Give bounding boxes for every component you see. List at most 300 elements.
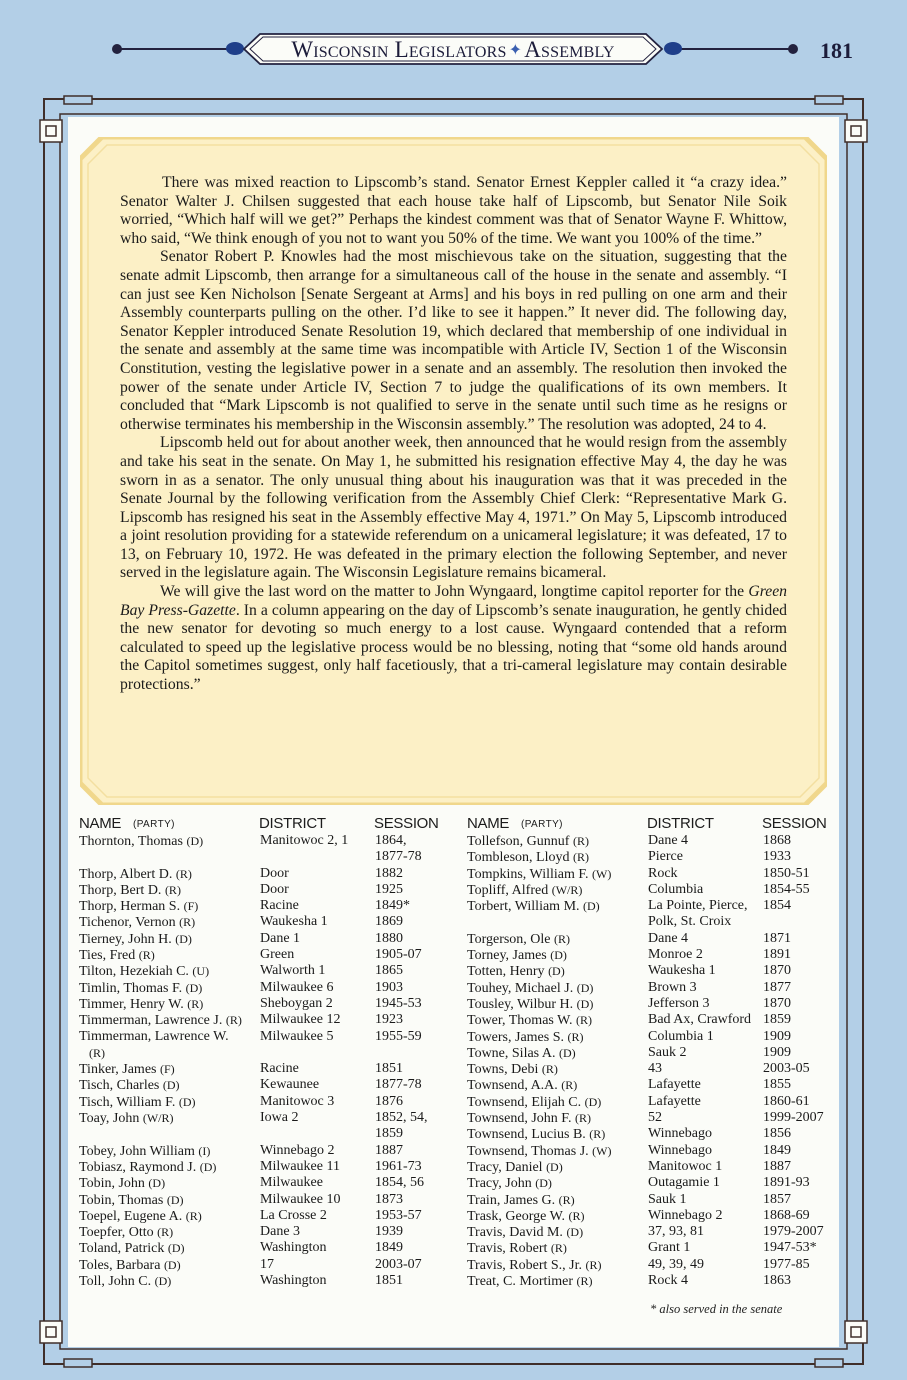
party-label: (R) <box>558 1192 575 1207</box>
district-text: Washington <box>260 1273 327 1289</box>
name-text: Townsend, Lucius B. <box>467 1127 586 1143</box>
table-row <box>79 1257 459 1273</box>
session-cell <box>763 947 791 963</box>
session-cell <box>375 980 403 996</box>
district-cell <box>260 1224 300 1240</box>
district-cell <box>648 1126 712 1142</box>
district-cell <box>260 914 328 930</box>
party-label: (R) <box>138 948 155 963</box>
table-row <box>79 1143 459 1159</box>
name-text: Tobin, John <box>79 1176 145 1192</box>
district-text: Manitowoc 1 <box>648 1158 723 1174</box>
table-row <box>79 1159 459 1175</box>
district-cell <box>648 1159 722 1175</box>
session-text-continued: 1877-78 <box>375 849 422 865</box>
header-session: SESSION <box>374 815 439 832</box>
legislator-name <box>467 833 647 850</box>
party-label: (D) <box>199 1159 217 1174</box>
district-text: Pierce <box>648 849 683 865</box>
table-rows <box>79 833 459 1289</box>
legislator-name <box>467 1257 647 1274</box>
session-cell <box>763 1175 810 1191</box>
district-cell <box>648 963 716 979</box>
district-text: Waukesha 1 <box>648 963 716 979</box>
session-cell <box>763 963 791 979</box>
party-label: (R) <box>574 1111 591 1126</box>
session-text: 1849* <box>375 898 410 914</box>
district-cell <box>260 1257 274 1273</box>
header-district: DISTRICT <box>259 815 326 832</box>
name-text: Travis, David M. <box>467 1225 563 1241</box>
district-cell <box>648 1029 714 1045</box>
narrative-paragraph <box>120 434 787 583</box>
district-cell <box>648 882 703 898</box>
district-cell <box>260 1061 299 1077</box>
legislator-name <box>467 882 647 899</box>
party-label: (R) <box>541 1062 558 1077</box>
narrative-paragraph <box>120 174 787 248</box>
district-text: Washington <box>260 1240 327 1256</box>
table-row <box>79 1061 459 1077</box>
party-label: (R) <box>225 1013 242 1028</box>
name-text: Tracy, Daniel <box>467 1159 543 1175</box>
session-text: 1849 <box>763 1142 791 1158</box>
session-cell <box>375 1143 403 1159</box>
district-cell <box>260 1192 340 1208</box>
legislator-name <box>79 914 259 931</box>
party-label: (F) <box>183 899 199 914</box>
session-cell <box>375 947 422 963</box>
district-text-continued: Polk, St. Croix <box>648 914 732 930</box>
district-text: Door <box>260 865 289 881</box>
table-header <box>79 813 459 833</box>
legislator-name <box>79 1273 259 1290</box>
district-text: Racine <box>260 1061 299 1077</box>
session-cell <box>763 1110 824 1126</box>
header-party: (PARTY) <box>133 819 175 830</box>
party-label: (D) <box>185 980 203 995</box>
party-label: (R) <box>550 1241 567 1256</box>
legislator-name <box>467 1192 647 1209</box>
session-text: 1864, <box>375 833 407 848</box>
session-cell <box>375 1240 403 1256</box>
table-row <box>467 1208 847 1224</box>
name-text: Tower, Thomas W. <box>467 1013 573 1029</box>
party-label: (D) <box>178 1094 196 1109</box>
district-text: Columbia <box>648 881 704 897</box>
district-cell <box>648 1175 720 1191</box>
district-text: Lafayette <box>648 1093 701 1109</box>
district-cell <box>648 1110 662 1126</box>
header-ornament-right <box>664 42 682 55</box>
district-cell <box>260 980 333 996</box>
table-row <box>79 1240 459 1256</box>
session-text: 1945-53 <box>375 995 422 1011</box>
district-text: Racine <box>260 898 299 914</box>
party-label: (D) <box>558 1045 576 1060</box>
session-cell <box>375 882 403 898</box>
legislator-name <box>79 866 259 883</box>
legislator-name <box>79 898 259 915</box>
district-cell <box>260 1110 299 1126</box>
session-text-continued: 1859 <box>375 1126 403 1142</box>
session-cell <box>375 963 403 979</box>
legislator-name <box>79 1061 259 1078</box>
session-text: 1877 <box>763 979 791 995</box>
district-text: Kewaunee <box>260 1077 320 1093</box>
session-cell <box>375 1224 403 1240</box>
session-cell <box>763 849 791 865</box>
table-row <box>79 996 459 1012</box>
header-district: DISTRICT <box>647 815 714 832</box>
table-row <box>467 849 847 865</box>
session-text: 1870 <box>763 995 791 1011</box>
legislator-name <box>79 1159 259 1176</box>
header-dot-left <box>112 44 122 54</box>
session-cell <box>763 1273 791 1289</box>
district-cell <box>260 1012 340 1028</box>
legislator-name <box>467 1045 647 1062</box>
name-text: Torbert, William M. <box>467 899 580 915</box>
district-text: Milwaukee 5 <box>260 1028 334 1044</box>
name-text: Tisch, Charles <box>79 1078 160 1094</box>
name-text: Tobey, John William <box>79 1143 195 1159</box>
table-row <box>467 980 847 996</box>
legislator-name <box>467 849 647 866</box>
district-cell <box>648 849 683 865</box>
party-label: (W) <box>592 1143 612 1158</box>
session-cell <box>763 1045 791 1061</box>
district-text: Milwaukee 10 <box>260 1191 341 1207</box>
name-text: Torgerson, Ole <box>467 931 551 947</box>
district-cell <box>648 866 678 882</box>
session-cell <box>763 882 810 898</box>
paragraph-text: Lipscomb held out for about another week, then announced that he would resign from the assembly and take his seat in the senate. On May 1, he submitted his resignation effective May 4, the day he was sworn in as a senator. The only unusual thing about his inauguration was that it was preceded in the Senate Journal by the following verification from the Assembly Chief Clerk: “Representative Mark G. Lipscomb has resigned his seat in the Assembly effective May 4, 1971.” On May 5, Lipscomb introduced a joint resolution providing for a statewide referendum on a unicameral legislature; it was defeated, 17 to 13, on February 10, 1972. He was defeated in the primary election the following September, and never served in the legislature again. The Wisconsin Legislature remains bicameral. <box>120 434 787 582</box>
session-text: 1891-93 <box>763 1175 810 1191</box>
name-text: Townsend, John F. <box>467 1111 572 1127</box>
table-rows <box>467 833 847 1289</box>
session-text: 1887 <box>375 1142 403 1158</box>
district-cell <box>260 963 325 979</box>
district-cell <box>648 996 710 1012</box>
table-row <box>79 947 459 963</box>
district-text: Milwaukee <box>260 1175 323 1191</box>
name-text: Toles, Barbara <box>79 1257 161 1273</box>
legislator-name <box>79 1224 259 1241</box>
table-row <box>467 1143 847 1159</box>
session-text: 1905-07 <box>375 947 422 963</box>
legislator-name <box>467 1012 647 1029</box>
name-text: Townsend, Elijah C. <box>467 1094 582 1110</box>
district-cell <box>260 1143 334 1159</box>
table-row <box>79 898 459 914</box>
party-label: (W/R) <box>551 882 583 897</box>
name-text: Travis, Robert S., Jr. <box>467 1257 583 1273</box>
session-text: 1909 <box>763 1028 791 1044</box>
district-text: Lafayette <box>648 1077 701 1093</box>
table-row <box>467 1126 847 1142</box>
session-text: 2003-05 <box>763 1061 810 1077</box>
name-text: Tompkins, William F. <box>467 866 589 882</box>
legislator-name <box>467 1061 647 1078</box>
party-label: (D) <box>167 1241 185 1256</box>
party-label: (R) <box>175 866 192 881</box>
session-text: 1854, 56 <box>375 1175 424 1191</box>
table-row <box>79 1029 459 1062</box>
table-row <box>467 1257 847 1273</box>
legislator-name <box>79 1012 259 1029</box>
session-text: 1852, 54, <box>375 1110 428 1126</box>
legislator-name <box>467 963 647 980</box>
name-text: Tombleson, Lloyd <box>467 850 570 866</box>
name-text: Totten, Henry <box>467 964 545 980</box>
party-label: (W/R) <box>142 1111 174 1126</box>
legislator-name <box>467 947 647 964</box>
table-row <box>467 996 847 1012</box>
party-label: (R) <box>179 915 196 930</box>
table-row <box>467 1094 847 1110</box>
party-label: (R) <box>576 1274 593 1289</box>
district-cell <box>260 1240 327 1256</box>
district-text: Winnebago 2 <box>648 1207 723 1223</box>
name-text: Train, James G. <box>467 1192 556 1208</box>
session-cell <box>375 1077 422 1093</box>
party-label: (D) <box>566 1225 584 1240</box>
session-text: 1860-61 <box>763 1093 810 1109</box>
publication-title: Green Bay Press-Gazette <box>120 583 787 619</box>
district-text: Monroe 2 <box>648 947 703 963</box>
party-label: (R) <box>572 850 589 865</box>
legislator-name <box>467 996 647 1013</box>
page-number: 181 <box>820 38 853 63</box>
table-row <box>79 1094 459 1110</box>
session-cell <box>763 1143 791 1159</box>
session-text: 1851 <box>375 1273 403 1289</box>
table-row <box>467 1224 847 1240</box>
district-text: Milwaukee 11 <box>260 1158 340 1174</box>
table-row <box>79 1012 459 1028</box>
table-row <box>79 1224 459 1240</box>
district-text: Sauk 1 <box>648 1191 687 1207</box>
table-row <box>79 1273 459 1289</box>
running-head-part2: Assembly <box>524 37 615 62</box>
table-row <box>467 1273 847 1289</box>
header-name: NAME <box>467 815 510 832</box>
name-text: Townsend, A.A. <box>467 1078 558 1094</box>
district-text: 43 <box>648 1061 662 1077</box>
session-cell <box>375 1094 403 1110</box>
district-text: Dane 1 <box>260 930 301 946</box>
session-cell <box>763 931 791 947</box>
session-cell <box>763 1224 824 1240</box>
party-label: (D) <box>166 1192 184 1207</box>
session-text: 1909 <box>763 1044 791 1060</box>
legislator-name <box>79 1208 259 1225</box>
name-text: Toland, Patrick <box>79 1241 165 1257</box>
legislator-name <box>467 866 647 883</box>
party-label: (D) <box>576 980 594 995</box>
session-cell <box>763 1159 791 1175</box>
district-text: Rock 4 <box>648 1273 689 1289</box>
narrative-text <box>120 174 787 695</box>
legislator-name <box>79 1175 259 1192</box>
table-row <box>467 898 847 931</box>
district-text: La Pointe, Pierce, <box>648 898 748 914</box>
party-label: (D) <box>175 931 192 946</box>
name-text: Thornton, Thomas <box>79 834 183 849</box>
district-text: Bad Ax, Crawford <box>648 1012 752 1028</box>
session-cell <box>375 931 403 947</box>
legislator-name <box>467 1208 647 1225</box>
district-cell <box>260 898 299 914</box>
legislator-name <box>79 980 259 997</box>
party-label: (D) <box>576 996 594 1011</box>
session-text: 1873 <box>375 1191 403 1207</box>
legislator-name <box>79 947 259 964</box>
district-text: Columbia 1 <box>648 1028 714 1044</box>
session-cell <box>763 866 810 882</box>
table-left-column <box>79 813 459 1289</box>
session-text: 1939 <box>375 1224 403 1240</box>
session-text: 1863 <box>763 1273 791 1289</box>
district-text: La Crosse 2 <box>260 1207 327 1223</box>
session-cell <box>375 1175 424 1191</box>
legislator-name <box>467 980 647 997</box>
district-text: Door <box>260 881 289 897</box>
table-row <box>467 882 847 898</box>
district-text: Milwaukee 12 <box>260 1012 341 1028</box>
party-label: (D) <box>163 1257 181 1272</box>
name-text: Trask, George W. <box>467 1208 566 1224</box>
table-right-column <box>467 813 847 1289</box>
legislator-name <box>467 1110 647 1127</box>
table-row <box>79 833 459 866</box>
party-label: (D) <box>535 1176 552 1191</box>
session-text: 1851 <box>375 1061 403 1077</box>
session-cell <box>763 1077 791 1093</box>
legislator-name <box>79 1094 259 1111</box>
session-cell <box>375 1029 422 1045</box>
name-text: Toepfer, Otto <box>79 1225 154 1241</box>
header-name: NAME <box>79 815 122 832</box>
name-text: Timmerman, Lawrence J. <box>79 1013 223 1029</box>
district-cell <box>260 866 289 882</box>
name-text: Ties, Fred <box>79 948 136 964</box>
district-text: Jefferson 3 <box>648 995 710 1011</box>
party-label: (D) <box>548 964 565 979</box>
table-row <box>467 1029 847 1045</box>
paragraph-text: . In a column appearing on the day of Lipscomb’s senate inauguration, he gently chided the new senator for devoting so much energy to a lost cause. Wyngaard contended that a reform calculated to speed up the legislative process would be no blessing, noting that “some old hands around the Capitol sometimes suggest, only half facetiously, that a tri-cameral legislature may contain desirable protections.” <box>120 601 788 694</box>
session-text: 1857 <box>763 1191 791 1207</box>
legislator-name <box>79 963 259 980</box>
name-text: Toll, John C. <box>79 1274 152 1290</box>
party-label: (R) <box>561 1078 578 1093</box>
district-cell <box>648 1143 712 1159</box>
district-text: Dane 4 <box>648 833 689 848</box>
session-cell <box>375 1061 403 1077</box>
paragraph-text: We will give the last word on the matter to John Wyngaard, longtime capitol reporter for the <box>160 583 749 601</box>
session-text: 1923 <box>375 1012 403 1028</box>
session-text: 1887 <box>763 1158 791 1174</box>
session-cell <box>763 1061 810 1077</box>
header-session: SESSION <box>762 815 827 832</box>
district-text: Sheboygan 2 <box>260 995 333 1011</box>
session-text: 1903 <box>375 979 403 995</box>
district-cell <box>648 1208 722 1224</box>
party-label: (D) <box>550 948 567 963</box>
session-text: 1856 <box>763 1126 791 1142</box>
narrative-paragraph <box>120 583 787 695</box>
session-text: 1854 <box>763 898 791 914</box>
party-label: (R) <box>572 834 589 848</box>
district-text: Walworth 1 <box>260 963 326 979</box>
party-label: (R) <box>89 1045 105 1060</box>
session-text: 1859 <box>763 1012 791 1028</box>
name-text: Travis, Robert <box>467 1241 548 1257</box>
table-row <box>467 866 847 882</box>
table-row <box>467 947 847 963</box>
party-label: (R) <box>585 1257 602 1272</box>
session-cell <box>763 1208 810 1224</box>
session-cell <box>763 1012 791 1028</box>
table-row <box>79 980 459 996</box>
table-row <box>467 1045 847 1061</box>
session-text: 1947-53* <box>763 1240 817 1256</box>
name-text: Timlin, Thomas F. <box>79 980 183 996</box>
legislator-name <box>79 1192 259 1209</box>
name-text: Townsend, Thomas J. <box>467 1143 589 1159</box>
district-text: Green <box>260 947 295 963</box>
session-text: 1891 <box>763 947 791 963</box>
table-row <box>467 931 847 947</box>
district-text: Rock <box>648 865 678 881</box>
table-row <box>79 1208 459 1224</box>
party-label: (W) <box>592 866 612 881</box>
legislator-name <box>79 1029 259 1063</box>
district-cell <box>648 980 697 996</box>
name-text: Tracy, John <box>467 1176 532 1192</box>
district-text: Iowa 2 <box>260 1110 299 1126</box>
session-text: 1876 <box>375 1093 403 1109</box>
party-label: (D) <box>154 1274 172 1289</box>
name-text: Tinker, James <box>79 1062 157 1078</box>
session-cell <box>763 833 791 849</box>
session-text: 1933 <box>763 849 791 865</box>
name-text: Tilton, Hezekiah C. <box>79 964 189 980</box>
session-text: 1865 <box>375 963 403 979</box>
party-label: (R) <box>568 1208 585 1223</box>
party-label: (R) <box>567 1029 584 1044</box>
name-text: Treat, C. Mortimer <box>467 1274 574 1290</box>
session-text: 1882 <box>375 865 403 881</box>
legislator-name <box>79 882 259 899</box>
district-text: 52 <box>648 1110 662 1126</box>
party-label: (R) <box>164 882 181 897</box>
session-text: 1955-59 <box>375 1028 422 1044</box>
name-text: Touhey, Michael J. <box>467 980 574 996</box>
district-cell <box>648 1094 701 1110</box>
district-text: Brown 3 <box>648 979 697 995</box>
district-cell <box>260 931 300 947</box>
district-cell <box>260 1159 340 1175</box>
table-row <box>467 1240 847 1256</box>
session-text: 1871 <box>763 930 791 946</box>
district-cell <box>260 1029 333 1045</box>
district-cell <box>648 1045 687 1061</box>
narrative-paragraph <box>120 248 787 434</box>
session-cell <box>375 1159 422 1175</box>
name-text: Toepel, Eugene A. <box>79 1208 183 1224</box>
